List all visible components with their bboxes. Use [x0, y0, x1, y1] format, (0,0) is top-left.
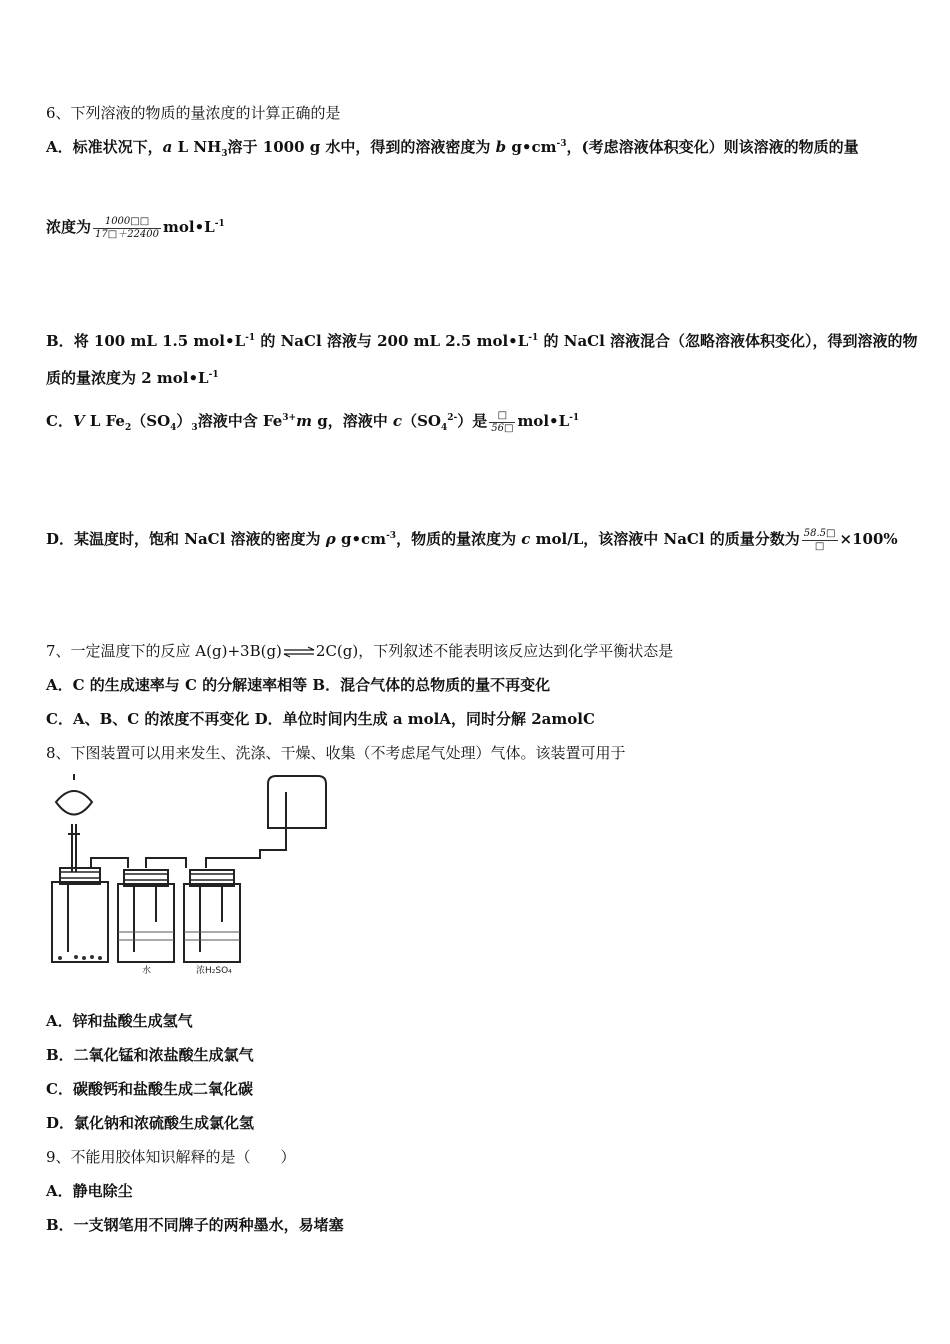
q6-d-fraction: $\frac{58.5□}{□}$ — [803, 528, 836, 552]
q6-option-a-cont: 浓度为 $\frac{1000□□}{17□+22400}$ $mol•L^{-1}$ — [46, 216, 225, 240]
q7-stem: 7、一定温度下的反应 A(g)+3B(g) 2C(g)，下列叙述不能表明该反应达到化学平衡状态是 — [46, 642, 674, 660]
figure-label-water: 水 — [142, 966, 152, 976]
figure-label-acid: 浓H₂SO₄ — [196, 966, 232, 976]
q6-option-a: A．标准状况下，a L $NH_3$溶于 1000 g 水中，得到的溶液密度为 b $g•cm^{-3}$，(考虑溶液体积变化）则该溶液的物质的量 — [46, 138, 859, 159]
q8-option-c: C．碳酸钙和盐酸生成二氧化碳 — [46, 1080, 253, 1098]
q9-option-b: B．一支钢笔用不同牌子的两种墨水，易堵塞 — [46, 1216, 344, 1234]
gas-apparatus-figure — [46, 772, 346, 977]
equilibrium-arrow-icon — [282, 646, 316, 658]
q8-stem: 8、下图装置可以用来发生、洗涤、干燥、收集（不考虑尾气处理）气体。该装置可用于 — [46, 744, 626, 762]
q7-options-cd: C．A、B、C 的浓度不再变化 D．单位时间内生成 a molA，同时分解 2amolC — [46, 710, 595, 728]
q8-option-d: D．氯化钠和浓硫酸生成氯化氢 — [46, 1114, 255, 1132]
q7-options-ab: A．C 的生成速率与 C 的分解速率相等 B．混合气体的总物质的量不再变化 — [46, 676, 551, 694]
q6-option-d: D．某温度时，饱和 NaCl 溶液的密度为 ρ $g•cm^{-3}$，物质的量浓度为 c mol/L，该溶液中 NaCl 的质量分数为 $\frac{58.5□}{□}$ ×100% — [46, 528, 898, 552]
q9-option-a: A．静电除尘 — [46, 1182, 133, 1200]
q8-option-b: B．二氧化锰和浓盐酸生成氯气 — [46, 1046, 254, 1064]
q6-option-c: C．V L $Fe_2(SO_4)_3$溶液中含 $Fe^{3+}m$ g，溶液中 $c(SO_4^{2-})$是 $\frac{□}{56□}$ $mol•L^{-1}$ — [46, 410, 580, 434]
q6-option-b-cont: 质的量浓度为 2 $mol•L^{-1}$ — [46, 369, 219, 387]
q6-option-b: B．将 100 mL 1.5 $mol•L^{-1}$ 的 NaCl 溶液与 200 mL 2.5 $mol•L^{-1}$ 的 NaCl 溶液混合（忽略溶液体积变化），得到溶液的物 — [46, 332, 918, 350]
q8-option-a: A．锌和盐酸生成氢气 — [46, 1012, 193, 1030]
q6-a-fraction: $\frac{1000□□}{17□+22400}$ — [95, 216, 159, 240]
q6-stem: 6、下列溶液的物质的量浓度的计算正确的是 — [46, 104, 341, 122]
q9-stem: 9、不能用胶体知识解释的是（ ） — [46, 1148, 296, 1166]
q6-c-fraction: $\frac{□}{56□}$ — [491, 410, 514, 434]
